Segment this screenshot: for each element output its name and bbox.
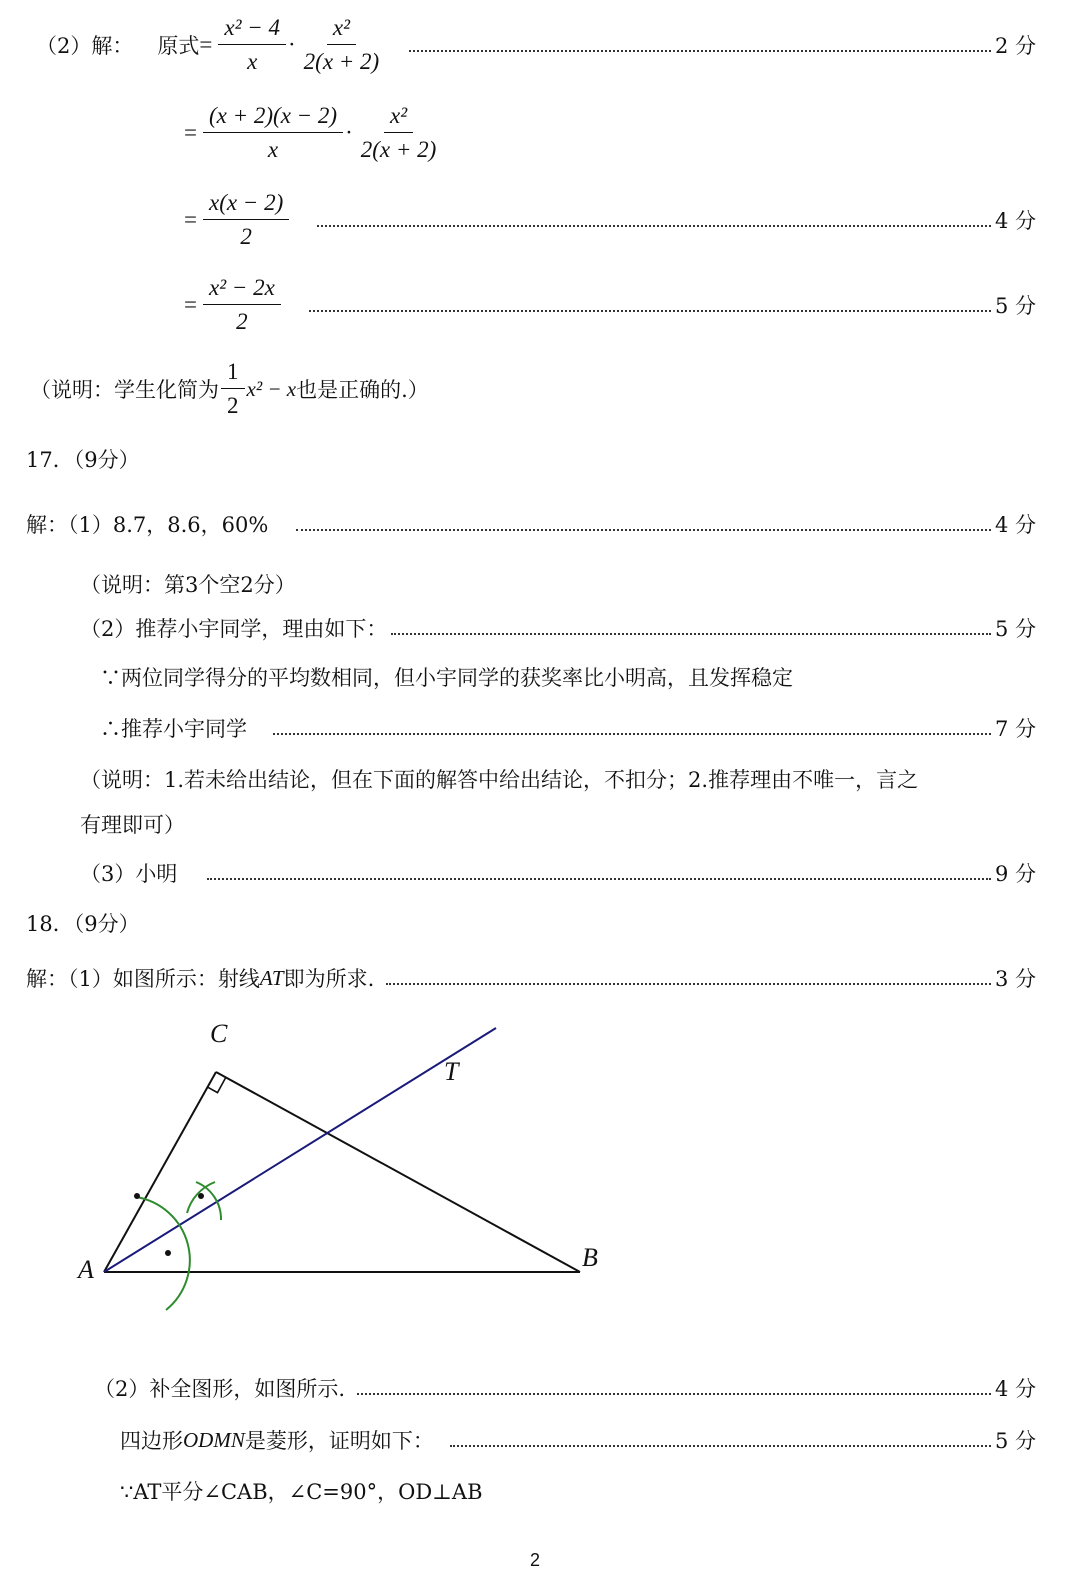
point (134, 1193, 140, 1199)
arc-1 (136, 1197, 190, 1310)
score: 4 分 (994, 209, 1036, 233)
p18-quad: 四边形 ODMN 是菱形，证明如下： 5 分 (120, 1424, 1036, 1456)
label-A: A (78, 1255, 94, 1284)
fraction: $\frac{x(x - 2)}{2}$ (203, 190, 289, 250)
score: 4 分 (994, 513, 1036, 537)
p18-since: ∵AT平分∠CAB，∠C=90°，OD⊥AB (120, 1480, 483, 1504)
p17-title: 17．（9分） (26, 448, 140, 472)
p17-answer3: （3）小明 9 分 (80, 857, 1036, 889)
p16-label: （2）解： (36, 34, 134, 58)
fraction: $\frac{\text{x²}}{2(x + 2)}$ (303, 15, 380, 74)
score: 5 分 (994, 294, 1036, 318)
page-number: 2 (530, 1550, 541, 1570)
label-T: T (444, 1057, 459, 1086)
p17-because: ∵两位同学得分的平均数相同，但小宇同学的获奖率比小明高，且发挥稳定 (100, 666, 793, 690)
p17-therefore: ∴推荐小宇同学 7 分 (100, 712, 1036, 744)
fraction: $\frac{\text{x² − 2x}}{2}$ (203, 275, 281, 335)
side-AC (104, 1072, 216, 1272)
p16-step3: = $\frac{x(x - 2)}{2}$ 4 分 (184, 190, 1036, 249)
point (165, 1250, 171, 1256)
p16-step2: = $\frac{(x + 2)(x - 2)}{x}$ · $\frac{\text{x²}}{2(x + 2)}$ (184, 98, 444, 168)
p18-answer2: （2）补全图形，如图所示. 4 分 (94, 1372, 1036, 1404)
point (198, 1193, 204, 1199)
p16-note: （说明：学生化简为 $\frac{1}{2}$ x² − x 也是正确的.） (30, 359, 429, 418)
p17-note2-line2: 有理即可） (80, 813, 185, 837)
score: 3 分 (994, 967, 1036, 991)
p16-step1: （2）解： 原式 = $\frac{\text{x² − 4}}{x}$ · $\frac{\text{x²}}{2(x + 2)}$ 2 分 (36, 15, 1036, 74)
p17-answer2: （2）推荐小宇同学，理由如下： 5 分 (80, 612, 1036, 644)
side-CB (216, 1072, 580, 1272)
arc-3 (196, 1182, 221, 1220)
fraction: $\frac{\text{x² − 4}}{x}$ (218, 15, 286, 75)
label-B: B (582, 1243, 598, 1272)
p16-yuanshi: 原式 (157, 34, 200, 58)
label-C: C (210, 1020, 228, 1048)
p17-answer1: 解：（1）8.7，8.6，60% 4 分 (26, 508, 1036, 540)
score: 5 分 (994, 617, 1036, 641)
score: 2 分 (994, 34, 1036, 58)
fraction: $\frac{(x + 2)(x - 2)}{x}$ (203, 103, 343, 163)
fraction: $\frac{1}{2}$ (221, 359, 245, 419)
score: 9 分 (994, 862, 1036, 886)
p18-title: 18．（9分） (26, 912, 140, 936)
fraction: $\frac{\text{x²}}{2(x + 2)}$ (360, 103, 437, 162)
p17-note2-line1: （说明：1.若未给出结论，但在下面的解答中给出结论，不扣分；2.推荐理由不唯一，言之 (80, 768, 919, 792)
score: 5 分 (994, 1429, 1036, 1453)
score: 7 分 (994, 717, 1036, 741)
p16-step4: = $\frac{\text{x² − 2x}}{2}$ 5 分 (184, 275, 1036, 334)
right-angle-mark (208, 1077, 226, 1092)
triangle-figure (60, 1020, 620, 1320)
score: 4 分 (994, 1377, 1036, 1401)
p18-answer1: 解：（1）如图所示：射线 AT 即为所求. 3 分 (26, 962, 1036, 994)
ray-AT (104, 1028, 496, 1272)
p17-note1: （说明：第3个空2分） (80, 573, 296, 597)
